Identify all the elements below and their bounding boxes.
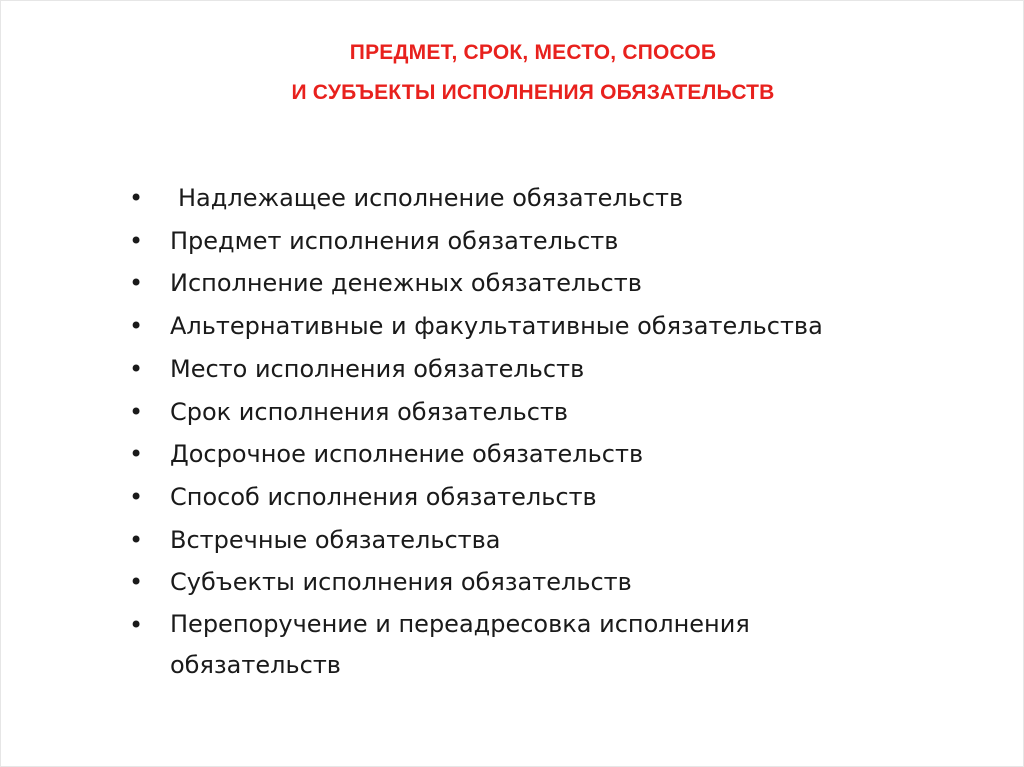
bullet-icon: • [129,525,144,554]
bullet-icon: • [129,226,144,255]
list-item-text: Место исполнения обязательств [170,354,585,383]
bullet-icon: • [129,482,144,511]
list-item-text: Способ исполнения обязательств [170,482,597,511]
slide-title-line-1: ПРЕДМЕТ, СРОК, МЕСТО, СПОСОБ [349,41,717,64]
bullet-icon: • [129,184,144,212]
bullet-icon: • [129,269,144,298]
list-item-text: Альтернативные и факультативные обязательства [170,312,823,341]
bullet-icon: • [129,611,144,640]
list-item [123,519,1003,562]
list-item-text: Срок исполнения обязательств [170,397,569,426]
list-item [123,177,1003,220]
slide-title [1,33,1024,113]
list-item-text: Надлежащее исполнение обязательств [178,184,684,212]
list-item [123,348,1003,391]
list-item [123,476,1003,519]
list-item [123,561,1003,604]
bullet-icon: • [129,440,144,469]
list-item [123,433,1003,476]
list-item [123,391,1003,434]
list-item-text: Досрочное исполнение обязательств [170,440,644,469]
list-item-text: Встречные обязательства [170,525,501,554]
list-item-text: Предмет исполнения обязательств [170,226,619,255]
bullet-icon: • [129,312,144,341]
list-item-text: Перепоручение и переадресовка исполнения обязательств [170,610,750,680]
list-item-text: Исполнение денежных обязательств [170,269,642,298]
list-item [123,220,1003,263]
list-item [123,305,1003,348]
list-item [123,604,1003,686]
list-item [123,262,1003,305]
list-item-text: Субъекты исполнения обязательств [170,568,632,597]
bullet-icon: • [129,397,144,426]
slide-title-line-2: И СУБЪЕКТЫ ИСПОЛНЕНИЯ ОБЯЗАТЕЛЬСТВ [291,81,775,104]
bullet-icon: • [129,568,144,597]
bullet-list [123,177,1003,686]
bullet-icon: • [129,354,144,383]
